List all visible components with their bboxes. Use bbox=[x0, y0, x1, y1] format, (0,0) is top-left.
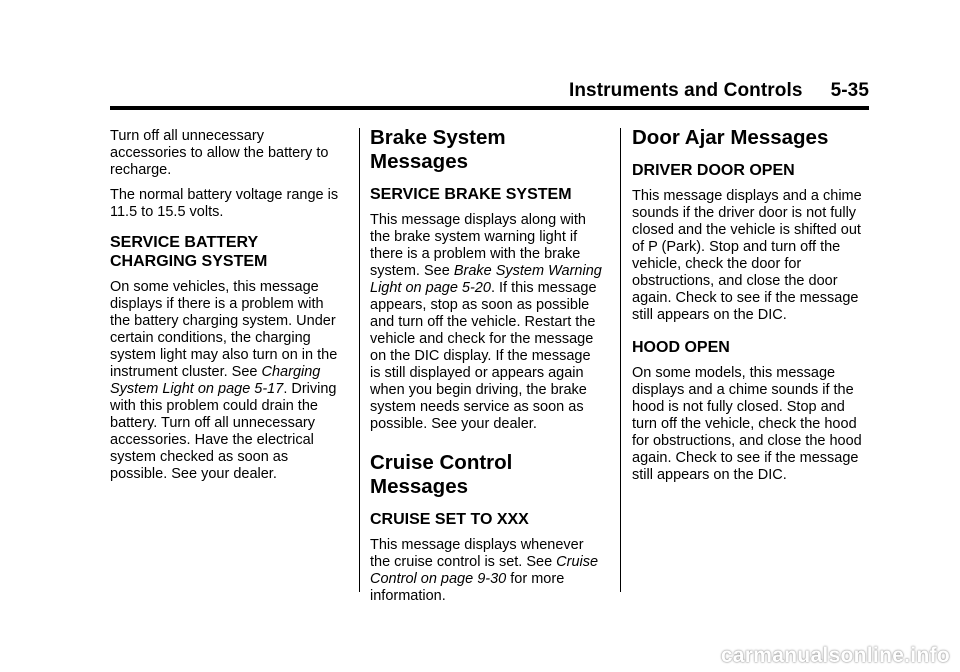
heading-service-brake-system: SERVICE BRAKE SYSTEM bbox=[370, 186, 572, 203]
column-divider-1 bbox=[359, 128, 360, 592]
section-title: Instruments and Controls bbox=[568, 80, 803, 101]
heading-cruise-control-messages: Cruise Control Messages bbox=[370, 451, 513, 498]
cross-reference-link[interactable]: Cruise Control on page 9‑30 bbox=[370, 554, 599, 587]
heading-service-battery: SERVICE BATTERY CHARGING SYSTEM bbox=[110, 234, 268, 270]
heading-brake-system-messages: Brake System Messages bbox=[370, 126, 506, 173]
paragraph bbox=[370, 537, 604, 605]
text: On some vehicles, this message displays if there is a problem with the battery charging system. Under certain conditions, the charging system light may also turn on in the instrument cluster. See bbox=[110, 279, 338, 380]
column-2 bbox=[370, 120, 604, 613]
cross-reference-link[interactable]: Charging System Light on page 5‑17 bbox=[110, 364, 321, 397]
text: This message displays whenever the cruise control is set. See bbox=[370, 537, 584, 570]
paragraph bbox=[370, 212, 604, 433]
heading-hood-open: HOOD OPEN bbox=[632, 339, 730, 356]
page-number: 5-35 bbox=[830, 80, 869, 101]
heading-door-ajar-messages: Door Ajar Messages bbox=[632, 126, 829, 149]
text: . If this message appears, stop as soon as possible and turn off the vehicle. Restart the vehicle and check for the message on the DIC display. If the message is still displayed or appears again when you begin driving, the brake system needs service as soon as possible. See your dealer. bbox=[370, 280, 597, 432]
heading-cruise-set: CRUISE SET TO XXX bbox=[370, 511, 529, 528]
text: This message displays along with the brake system warning light if there is a problem with the brake system. See bbox=[370, 212, 586, 279]
text: for more information. bbox=[370, 571, 565, 604]
paragraph: Turn off all unnecessary accessories to allow the battery to recharge. bbox=[110, 128, 329, 178]
paragraph: The normal battery voltage range is 11.5 to 15.5 volts. bbox=[110, 187, 339, 220]
paragraph: On some models, this message displays and a chime sounds if the hood is not fully closed. Stop and turn off the vehicle, check the hood for obstructions, and close the hood again. Check to see if the message still appears on the DIC. bbox=[632, 365, 862, 483]
header-rule bbox=[110, 106, 869, 110]
paragraph: This message displays and a chime sounds if the driver door is not fully closed and the vehicle is shifted out of P (Park). Stop and turn off the vehicle, check the door for obstructions, and close the door again. Check to see if the message still appears on the DIC. bbox=[632, 188, 862, 323]
heading-driver-door-open: DRIVER DOOR OPEN bbox=[632, 162, 795, 179]
column-1 bbox=[110, 128, 344, 491]
text: . Driving with this problem could drain the battery. Turn off all unnecessary accessories. Have the electrical system checked as soon as possible. See your dealer. bbox=[110, 381, 337, 482]
column-3 bbox=[632, 120, 866, 492]
watermark-logo: carmanualsonline.info bbox=[720, 644, 950, 667]
page-header bbox=[110, 80, 869, 102]
paragraph bbox=[110, 279, 344, 483]
column-divider-2 bbox=[620, 128, 621, 592]
cross-reference-link[interactable]: Brake System Warning Light on page 5‑20 bbox=[370, 263, 602, 296]
